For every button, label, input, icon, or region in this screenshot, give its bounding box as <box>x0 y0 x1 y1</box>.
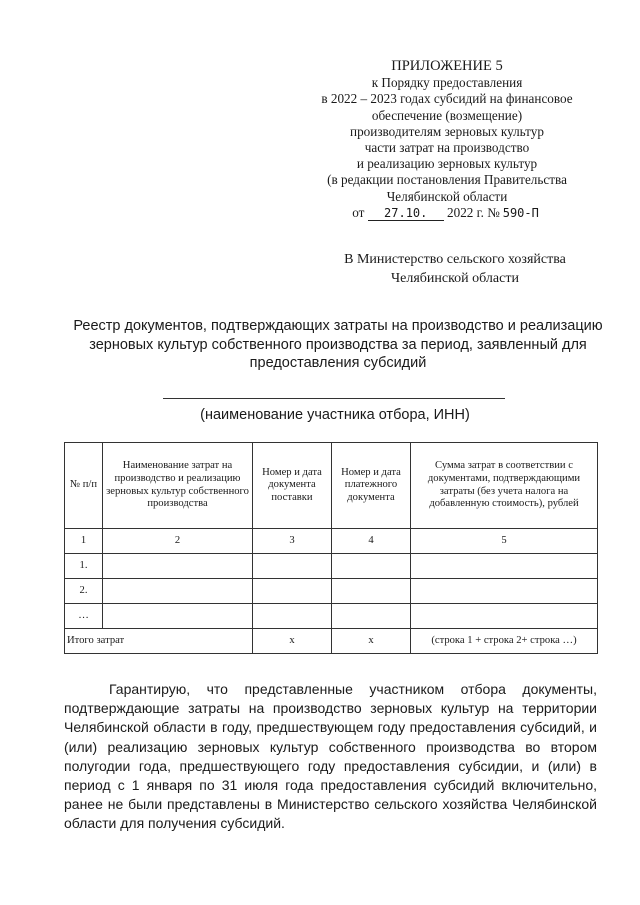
date-prefix: от <box>352 204 365 220</box>
guarantee-paragraph: Гарантирую, что представленные участником отбора документы, подтверждающие затраты на производство зерновых культур на территории Челябинской области в году, предшествующем году предоставления субсидий, и (или) реализацию зерновых культур собственного производства во втором полугодии года, предшествующего году предоставления субсидии, и (или) в период с 1 января по 31 июля года предоставления субсидий включительно, ранее не были представлены в Министерство сельского хозяйства Челябинской области для получения субсидий. <box>64 681 597 832</box>
appendix-line: Челябинской области <box>386 188 508 204</box>
column-number: 5 <box>411 529 598 554</box>
appendix-heading: ПРИЛОЖЕНИЕ 5 <box>391 58 503 74</box>
appendix-line: в 2022 – 2023 годах субсидий на финансовое <box>321 91 573 107</box>
participant-blank-line <box>163 398 505 399</box>
row-number: … <box>65 604 103 629</box>
table-cell <box>253 579 332 604</box>
appendix-date-line <box>288 205 606 221</box>
table-cell <box>103 579 253 604</box>
recipient-block <box>305 250 605 288</box>
table-cell <box>411 604 598 629</box>
total-col4: x <box>332 629 411 654</box>
recipient-line: В Министерство сельского хозяйства <box>344 252 566 267</box>
total-col5: (строка 1 + строка 2+ строка …) <box>411 629 598 654</box>
appendix-line: и реализацию зерновых культур <box>356 156 538 172</box>
appendix-line: производителям зерновых культур <box>350 123 544 139</box>
row-number: 1. <box>65 554 103 579</box>
document-title <box>68 317 608 373</box>
column-number: 4 <box>332 529 411 554</box>
appendix-line: обеспечение (возмещение) <box>371 107 523 123</box>
row-number: 2. <box>65 579 103 604</box>
date-year: 2022 г. <box>447 204 484 220</box>
table-cell <box>332 554 411 579</box>
date-day-value: 27.10. <box>368 207 444 221</box>
table-cell <box>103 554 253 579</box>
decree-number: 590-П <box>502 205 539 220</box>
appendix-block <box>288 58 606 221</box>
column-number: 1 <box>65 529 103 554</box>
participant-caption: (наименование участника отбора, ИНН) <box>200 407 470 423</box>
total-label: Итого затрат <box>65 629 253 654</box>
table-cell <box>411 554 598 579</box>
table-row <box>65 579 598 604</box>
table-row <box>65 604 598 629</box>
title-line: зерновых культур собственного производства за период, заявленный для <box>89 336 587 353</box>
header-cell: № п/п <box>65 443 103 529</box>
appendix-line: к Порядку предоставления <box>371 75 523 91</box>
header-cell: Номер и дата документа поставки <box>253 443 332 529</box>
table-header-row <box>65 443 598 529</box>
number-prefix: № <box>487 204 500 220</box>
table-cell <box>332 604 411 629</box>
appendix-line: (в редакции постановления Правительства <box>327 172 567 188</box>
header-cell: Номер и дата платежного документа <box>332 443 411 529</box>
column-number: 3 <box>253 529 332 554</box>
table-cell <box>253 604 332 629</box>
table-cell <box>253 554 332 579</box>
title-line: предоставления субсидий <box>249 355 427 371</box>
total-row <box>65 629 598 654</box>
table-cell <box>103 604 253 629</box>
total-col3: x <box>253 629 332 654</box>
table-cell <box>411 579 598 604</box>
column-number-row <box>65 529 598 554</box>
header-cell: Сумма затрат в соответствии с документами, подтверждающими затраты (без учета налога на добавленную стоимость), рублей <box>411 443 598 529</box>
recipient-line: Челябинской области <box>391 271 519 286</box>
header-cell: Наименование затрат на производство и реализацию зерновых культур собственного производства <box>103 443 253 529</box>
appendix-line: части затрат на производство <box>364 140 530 156</box>
table-cell <box>332 579 411 604</box>
title-line: Реестр документов, подтверждающих затраты на производство и реализацию <box>73 318 603 334</box>
registry-table <box>64 442 598 654</box>
table-row <box>65 554 598 579</box>
column-number: 2 <box>103 529 253 554</box>
